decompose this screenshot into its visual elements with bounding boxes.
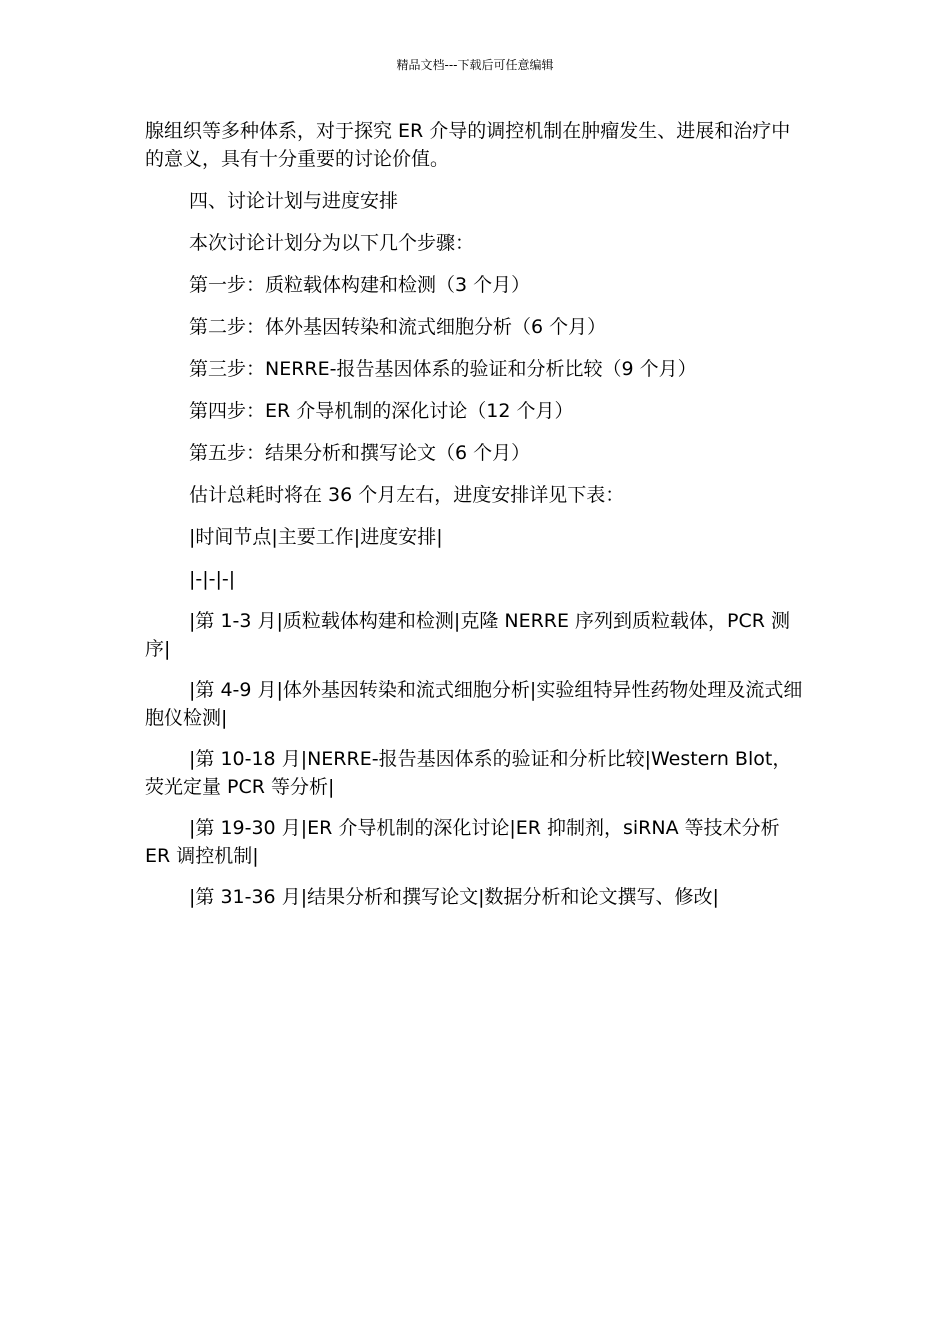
intro-continuation-paragraph: 腺组织等多种体系，对于探究 ER 介导的调控机制在肿瘤发生、进展和治疗中的意义，具有十分重要的讨论价值。 <box>145 120 791 170</box>
table-row-4: |第 19-30 月|ER 介导机制的深化讨论|ER 抑制剂，siRNA 等技术分析 ER 调控机制| <box>145 817 780 867</box>
table-row-3: |第 10-18 月|NERRE-报告基因体系的验证和分析比较|Western Blot，荧光定量 PCR 等分析| <box>145 748 792 798</box>
step-3: 第三步：NERRE-报告基因体系的验证和分析比较（9 个月） <box>189 358 697 380</box>
section-heading: 四、讨论计划与进度安排 <box>189 190 399 212</box>
step-5: 第五步：结果分析和撰写论文（6 个月） <box>189 442 531 464</box>
table-row-2: |第 4-9 月|体外基因转染和流式细胞分析|实验组特异性药物处理及流式细胞仪检测| <box>145 679 803 729</box>
schedule-summary: 估计总耗时将在 36 个月左右，进度安排详见下表： <box>189 484 625 506</box>
step-2: 第二步：体外基因转染和流式细胞分析（6 个月） <box>189 316 607 338</box>
table-header-row: |时间节点|主要工作|进度安排| <box>189 526 443 548</box>
document-body <box>145 117 807 924</box>
table-row-1: |第 1-3 月|质粒载体构建和检测|克隆 NERRE 序列到质粒载体，PCR 测序| <box>145 610 790 660</box>
step-4: 第四步：ER 介导机制的深化讨论（12 个月） <box>189 400 574 422</box>
plan-intro-paragraph: 本次讨论计划分为以下几个步骤： <box>189 232 475 254</box>
page-header: 精品文档---下载后可任意编辑 <box>396 58 554 72</box>
table-row-5: |第 31-36 月|结果分析和撰写论文|数据分析和论文撰写、修改| <box>189 886 719 908</box>
step-1: 第一步：质粒载体构建和检测（3 个月） <box>189 274 531 296</box>
table-separator-row: |-|-|-| <box>189 568 236 590</box>
